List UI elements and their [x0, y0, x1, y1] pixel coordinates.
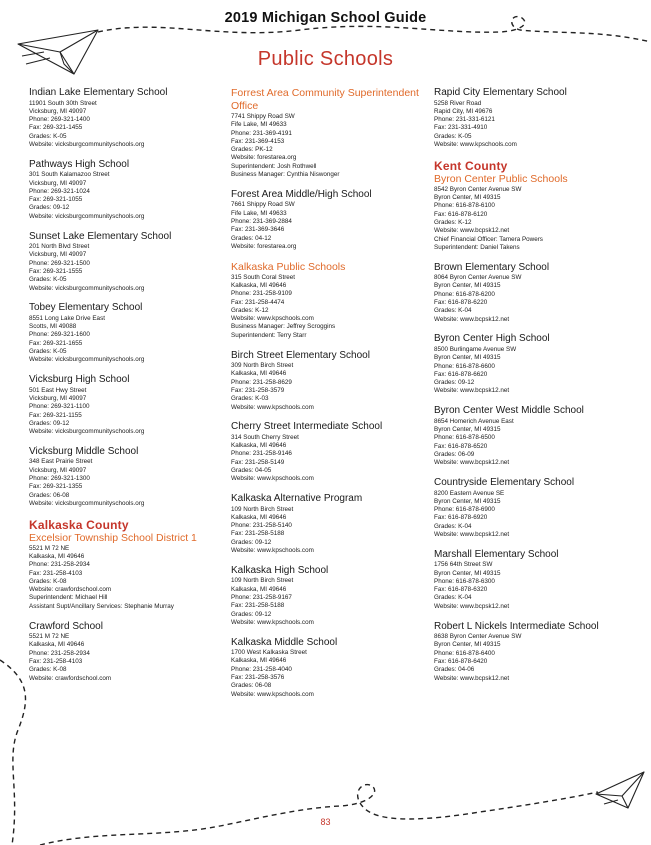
school-detail-line: Fax: 269-321-1055 — [29, 196, 83, 204]
school-detail-line: Website: vicksburgcommunityschools.org — [29, 499, 145, 507]
school-detail-line: Fax: 616-878-6420 — [434, 657, 488, 665]
school-detail-line: Fax: 231-258-3579 — [231, 386, 285, 394]
school-detail-line: Byron Center, MI 49315 — [434, 641, 501, 649]
school-entry — [434, 621, 634, 683]
school-detail-line: Fife Lake, MI 49633 — [231, 209, 287, 217]
directory-column-3 — [434, 87, 634, 692]
school-detail-line: Fax: 616-878-6520 — [434, 442, 488, 450]
school-detail-line: 314 South Cherry Street — [231, 433, 299, 441]
school-detail-line: Fax: 231-369-3646 — [231, 226, 285, 234]
school-name: Countryside Elementary School — [434, 477, 575, 488]
school-detail-line: Website: www.bcpsk12.net — [434, 530, 510, 538]
school-detail-line: Kalkaska, MI 49646 — [231, 281, 287, 289]
school-name: Byron Center High School — [434, 333, 550, 345]
school-name: Robert L Nickels Intermediate School — [434, 620, 599, 632]
school-detail-line: Website: vicksburgcommunityschools.org — [29, 356, 145, 364]
school-detail-line: Phone: 231-331-6121 — [434, 116, 495, 124]
school-name: Crawford School — [29, 620, 103, 632]
school-detail-line: Superintendent: Josh Rothwell — [231, 162, 317, 170]
school-detail-line: Phone: 269-321-1500 — [29, 259, 90, 267]
school-detail-line: Grades: K-05 — [29, 348, 67, 356]
school-detail-line: Fax: 269-321-1355 — [29, 483, 83, 491]
school-detail-line: Fax: 231-258-4103 — [29, 569, 83, 577]
school-detail-line: Website: www.bcpsk12.net — [434, 459, 510, 467]
school-detail-line: Website: forestarea.org — [231, 242, 297, 250]
school-detail-line: Website: www.kpschools.com — [231, 315, 314, 323]
school-detail-line: 315 South Coral Street — [231, 273, 296, 281]
school-detail-line: Fax: 269-321-1655 — [29, 339, 83, 347]
school-entry — [29, 446, 224, 508]
school-detail-line: Grades: 04-05 — [231, 467, 272, 474]
school-entry — [29, 302, 224, 364]
school-detail-line: Byron Center, MI 49315 — [434, 426, 501, 434]
school-entry — [434, 262, 634, 324]
school-detail-line: 5521 M 72 NE — [29, 544, 70, 552]
school-detail-line: Fax: 231-369-4153 — [231, 137, 285, 145]
school-detail-line: 501 East Hwy Street — [29, 386, 87, 394]
school-detail-line: Superintendent: Michael Hill — [29, 594, 108, 602]
school-detail-line: Phone: 269-321-1600 — [29, 331, 90, 339]
school-name: Forest Area Middle/High School — [231, 188, 372, 200]
district-heading: Byron Center Public Schools — [434, 172, 568, 185]
school-detail-line: Website: www.kpschools.com — [231, 618, 314, 626]
school-name: Vicksburg High School — [29, 374, 130, 386]
school-name: Birch Street Elementary School — [231, 349, 370, 361]
school-name: Pathways High School — [29, 158, 130, 170]
school-detail-line: Website: forestarea.org — [231, 154, 297, 162]
school-detail-line: Fax: 231-258-5188 — [231, 530, 285, 538]
school-detail-line: Website: www.bcpsk12.net — [434, 602, 510, 610]
school-detail-line: Phone: 616-878-6600 — [434, 362, 495, 370]
school-detail-line: Grades: 04-06 — [434, 666, 475, 674]
school-name: Rapid City Elementary School — [434, 87, 567, 98]
school-entry — [231, 421, 426, 483]
school-entry — [231, 565, 426, 627]
school-detail-line: Fife Lake, MI 49633 — [231, 121, 287, 129]
school-detail-line: Grades: K-04 — [434, 594, 472, 602]
school-detail-line: Phone: 231-258-9109 — [231, 290, 292, 298]
school-detail-line: Website: vicksburgcommunityschools.org — [29, 428, 145, 436]
school-entry — [231, 189, 426, 251]
school-detail-line: Phone: 231-258-2934 — [29, 649, 90, 657]
school-detail-line: Website: www.kpschools.com — [434, 140, 517, 148]
school-detail-line: Grades: K-08 — [29, 577, 67, 585]
school-detail-line: Rapid City, MI 49676 — [434, 107, 493, 115]
school-detail-line: 8200 Eastern Avenue SE — [434, 489, 505, 497]
school-detail-line: Phone: 269-321-1024 — [29, 187, 90, 195]
school-detail-line: Kalkaska, MI 49646 — [231, 442, 287, 450]
school-name: Vicksburg Middle School — [29, 445, 139, 457]
school-detail-line: Byron Center, MI 49315 — [434, 282, 501, 290]
school-detail-line: Assistant Supt/Ancillary Services: Stephanie Murray — [29, 602, 174, 610]
school-entry — [29, 231, 224, 293]
school-name: Kalkaska Alternative Program — [231, 493, 363, 505]
school-name: Kalkaska High School — [231, 564, 329, 576]
school-detail-line: Fax: 616-878-6120 — [434, 210, 488, 218]
county-heading: Kalkaska County — [29, 517, 129, 532]
school-detail-line: Kalkaska, MI 49646 — [231, 585, 287, 593]
school-detail-line: 201 North Blvd Street — [29, 243, 90, 251]
school-detail-line: 301 South Kalamazoo Street — [29, 171, 110, 179]
school-detail-line: Phone: 231-258-4040 — [231, 665, 292, 673]
school-detail-line: Grades: 09-12 — [231, 538, 272, 546]
school-detail-line: Website: www.bcpsk12.net — [434, 315, 510, 323]
school-detail-line: Fax: 616-878-6620 — [434, 370, 488, 378]
school-detail-line: Website: www.kpschools.com — [231, 475, 314, 483]
school-detail-line: Phone: 231-258-2934 — [29, 561, 90, 569]
school-detail-line: 7741 Shippy Road SW — [231, 113, 295, 120]
school-detail-line: Website: www.bcpsk12.net — [434, 227, 510, 235]
directory-column-2 — [231, 87, 426, 708]
school-detail-line: Fax: 231-258-4474 — [231, 298, 285, 306]
school-name: Cherry Street Intermediate School — [231, 421, 383, 433]
school-detail-line: Vicksburg, MI 49097 — [29, 466, 87, 474]
school-detail-line: 7661 Shippy Road SW — [231, 201, 295, 209]
school-detail-line: Grades: 09-12 — [231, 610, 272, 618]
school-entry — [231, 493, 426, 555]
school-detail-line: Byron Center, MI 49315 — [434, 569, 501, 577]
school-detail-line: Byron Center, MI 49315 — [434, 354, 501, 362]
school-detail-line: Grades: 06-08 — [231, 682, 272, 690]
school-detail-line: Byron Center, MI 49315 — [434, 194, 501, 202]
school-detail-line: Grades: K-05 — [29, 276, 67, 284]
school-detail-line: 1700 West Kalkaska Street — [231, 649, 307, 657]
school-detail-line: Website: www.bcpsk12.net — [434, 387, 510, 395]
school-entry — [434, 405, 634, 467]
school-detail-line: Grades: K-05 — [434, 132, 472, 140]
school-detail-line: 309 North Birch Street — [231, 362, 294, 370]
school-detail-line: Fax: 269-321-1455 — [29, 124, 83, 132]
school-detail-line: Phone: 616-878-6400 — [434, 649, 495, 657]
school-detail-line: Phone: 616-878-6300 — [434, 577, 495, 585]
school-detail-line: Fax: 269-321-1555 — [29, 267, 83, 275]
school-detail-line: 8064 Byron Center Avenue SW — [434, 274, 522, 282]
school-entry — [434, 87, 634, 149]
school-detail-line: Business Manager: Jeffrey Scroggins — [231, 323, 336, 331]
school-name: Brown Elementary School — [434, 261, 550, 273]
school-detail-line: Grades: K-05 — [29, 132, 67, 140]
school-name: Indian Lake Elementary School — [29, 87, 168, 98]
school-detail-line: Website: www.kpschools.com — [231, 547, 314, 555]
school-detail-line: 8551 Long Lake Drive East — [29, 314, 105, 322]
school-detail-line: Grades: 06-09 — [434, 450, 475, 458]
school-detail-line: Grades: K-08 — [29, 666, 67, 674]
school-name: Sunset Lake Elementary School — [29, 230, 172, 242]
school-detail-line: Byron Center, MI 49315 — [434, 497, 501, 505]
school-detail-line: Fax: 616-878-6320 — [434, 586, 488, 594]
school-detail-line: Website: vicksburgcommunityschools.org — [29, 284, 145, 292]
school-detail-line: 8500 Burlingame Avenue SW — [434, 345, 517, 353]
page-number: 83 — [320, 817, 331, 827]
school-detail-line: Grades: K-12 — [231, 306, 269, 314]
school-detail-line: Grades: 09-12 — [29, 419, 70, 427]
school-detail-line: Grades: 09-12 — [29, 204, 70, 212]
school-detail-line: Phone: 231-258-9146 — [231, 450, 292, 458]
school-detail-line: Grades: K-03 — [231, 395, 269, 403]
county-heading: Kent County — [434, 158, 508, 173]
school-detail-line: 11901 South 30th Street — [29, 99, 97, 107]
school-detail-line: Phone: 231-258-9167 — [231, 593, 292, 601]
school-detail-line: Website: crawfordschool.com — [29, 674, 112, 682]
school-detail-line: Fax: 231-258-4103 — [29, 657, 83, 665]
school-detail-line: Phone: 616-878-6100 — [434, 202, 495, 210]
school-detail-line: 109 North Birch Street — [231, 577, 294, 585]
school-name: Byron Center West Middle School — [434, 405, 584, 417]
school-detail-line: Kalkaska, MI 49646 — [29, 641, 85, 649]
guide-title: 2019 Michigan School Guide — [224, 10, 427, 26]
school-detail-line: 8654 Homerich Avenue East — [434, 417, 514, 425]
school-detail-line: Phone: 616-878-6500 — [434, 434, 495, 442]
district-heading: Kalkaska Public Schools — [231, 260, 346, 273]
school-detail-line: Vicksburg, MI 49097 — [29, 107, 87, 115]
school-detail-line: Phone: 231-258-8629 — [231, 378, 292, 386]
school-detail-line: Fax: 231-258-3576 — [231, 674, 285, 682]
school-entry — [29, 87, 224, 149]
school-entry — [434, 477, 634, 539]
school-detail-line: Fax: 231-331-4910 — [434, 124, 488, 132]
school-detail-line: Kalkaska, MI 49646 — [231, 370, 287, 378]
school-name: Tobey Elementary School — [29, 302, 143, 314]
school-name: Marshall Elementary School — [434, 548, 559, 560]
school-detail-line: Website: vicksburgcommunityschools.org — [29, 140, 145, 148]
school-detail-line: Grades: K-04 — [434, 522, 472, 530]
school-detail-line: Grades: K-12 — [434, 218, 472, 226]
school-detail-line: Phone: 231-258-5140 — [231, 522, 292, 530]
school-detail-line: 1756 64th Street SW — [434, 561, 493, 569]
school-detail-line: Fax: 231-258-5188 — [231, 602, 285, 610]
school-entry — [434, 333, 634, 395]
school-detail-line: Kalkaska, MI 49646 — [231, 513, 287, 521]
school-detail-line: Grades: 04-12 — [231, 234, 272, 242]
district-office-entry — [231, 274, 426, 340]
school-detail-line: Chief Financial Officer: Tamera Powers — [434, 235, 543, 243]
school-detail-line: 8542 Byron Center Avenue SW — [434, 185, 522, 193]
school-detail-line: Kalkaska, MI 49646 — [29, 552, 85, 560]
school-detail-line: 5521 M 72 NE — [29, 633, 70, 641]
school-detail-line: Vicksburg, MI 49097 — [29, 251, 87, 259]
school-detail-line: Grades: K-04 — [434, 307, 472, 315]
school-detail-line: Fax: 616-878-6920 — [434, 514, 488, 522]
flight-path-bottom — [40, 785, 598, 845]
school-detail-line: Website: www.kpschools.com — [231, 690, 314, 698]
district-office-entry — [434, 186, 634, 252]
directory-column-1 — [29, 87, 224, 692]
section-title: Public Schools — [257, 48, 394, 70]
school-detail-line: Website: vicksburgcommunityschools.org — [29, 212, 145, 220]
school-detail-line: 109 North Birch Street — [231, 505, 294, 513]
school-detail-line: Superintendent: Terry Starr — [231, 331, 307, 339]
school-entry — [231, 637, 426, 699]
paper-plane-bottom-right-icon — [596, 772, 644, 808]
school-detail-line: Grades: 06-08 — [29, 491, 70, 499]
school-detail-line: 8638 Byron Center Avenue SW — [434, 633, 522, 641]
school-detail-line: Business Manager: Cynthia Niswonger — [231, 171, 340, 179]
school-detail-line: Fax: 231-258-5149 — [231, 458, 285, 466]
school-detail-line: Phone: 269-321-1300 — [29, 475, 90, 482]
district-heading: Excelsior Township School District 1 — [29, 531, 197, 544]
school-detail-line: Scotts, MI 49088 — [29, 323, 77, 331]
school-entry — [231, 350, 426, 412]
school-entry — [434, 549, 634, 611]
school-detail-line: 5258 River Road — [434, 99, 482, 107]
school-detail-line: Phone: 231-369-2884 — [231, 217, 292, 225]
school-detail-line: Kalkaska, MI 49646 — [231, 657, 287, 665]
school-detail-line: Phone: 616-878-6900 — [434, 506, 495, 514]
school-detail-line: 348 East Prairie Street — [29, 458, 93, 466]
school-detail-line: Superintendent: Daniel Takens — [434, 243, 520, 251]
school-detail-line: Vicksburg, MI 49097 — [29, 394, 87, 402]
school-detail-line: Website: www.bcpsk12.net — [434, 674, 510, 682]
school-name: Kalkaska Middle School — [231, 636, 338, 648]
school-detail-line: Phone: 231-369-4191 — [231, 129, 292, 137]
school-detail-line: Website: www.kpschools.com — [231, 403, 314, 411]
school-detail-line: Phone: 269-321-1100 — [29, 403, 90, 411]
school-detail-line: Fax: 269-321-1155 — [29, 411, 82, 419]
school-detail-line: Vicksburg, MI 49097 — [29, 179, 87, 187]
school-detail-line: Phone: 616-878-6200 — [434, 290, 495, 298]
school-entry — [29, 374, 224, 436]
school-entry — [29, 621, 224, 683]
school-detail-line: Phone: 269-321-1400 — [29, 116, 90, 124]
district-office-entry — [29, 545, 224, 611]
school-detail-line: Grades: 09-12 — [434, 379, 475, 387]
school-detail-line: Grades: PK-12 — [231, 146, 273, 154]
school-detail-line: Website: crawfordschool.com — [29, 586, 112, 594]
school-detail-line: Fax: 616-878-6220 — [434, 299, 488, 307]
district-heading: Forrest Area Community Superintendent Office — [231, 87, 419, 112]
school-entry — [29, 159, 224, 221]
district-office-entry — [231, 113, 426, 179]
